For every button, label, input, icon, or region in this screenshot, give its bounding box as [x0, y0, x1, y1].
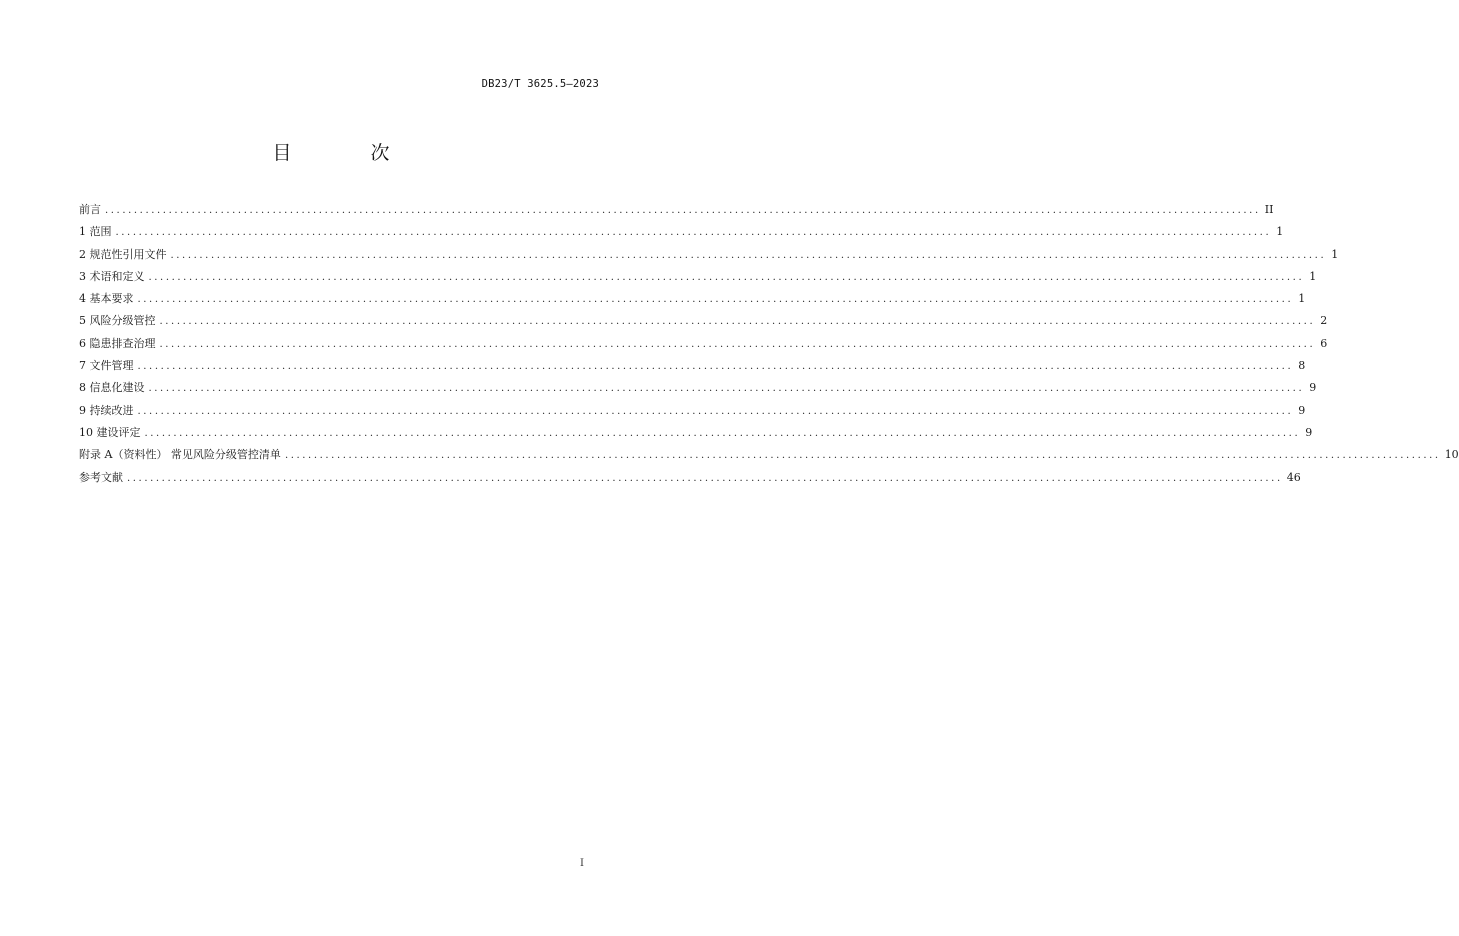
toc-entry-continuous-improvement[interactable] [79, 400, 1306, 422]
toc-entry-scope[interactable] [79, 221, 1284, 243]
toc-entry-page: 9 [1309, 381, 1317, 395]
toc-entry-page: 10 [1444, 448, 1459, 462]
toc-entry-page: 2 [1320, 314, 1328, 328]
table-of-contents [79, 199, 1459, 489]
toc-entry-page: 9 [1298, 403, 1306, 417]
dot-leader: ........................................................................................................................................................................................................ [115, 227, 1272, 239]
dot-leader: ........................................................................................................................................................................................................ [148, 271, 1305, 283]
toc-entry-basic-requirements[interactable] [79, 288, 1306, 310]
toc-entry-label: 9 持续改进 [79, 403, 134, 417]
standard-code: DB23/T 3625.5—2023 [481, 78, 599, 90]
toc-entry-hazard-investigation[interactable] [79, 333, 1328, 355]
dot-leader: ........................................................................................................................................................................................................ [159, 338, 1316, 350]
toc-entry-label: 2 规范性引用文件 [79, 247, 167, 261]
toc-entry-foreword[interactable] [79, 199, 1274, 221]
toc-entry-label: 5 风险分级管控 [79, 314, 156, 328]
toc-entry-label: 4 基本要求 [79, 292, 134, 306]
toc-entry-page: 46 [1286, 470, 1301, 484]
toc-entry-construction-assessment[interactable] [79, 422, 1313, 444]
dot-leader: ........................................................................................................................................................................................................ [144, 427, 1301, 439]
toc-entry-bibliography[interactable] [79, 467, 1301, 489]
toc-entry-label: 10 建设评定 [79, 425, 141, 439]
toc-entry-label: 附录 A（资料性） 常见风险分级管控清单 [79, 448, 281, 462]
page-number: I [580, 858, 584, 869]
toc-entry-informatization[interactable] [79, 377, 1317, 399]
dot-leader: ........................................................................................................................................................................................................ [137, 405, 1294, 417]
dot-leader: ........................................................................................................................................................................................................ [159, 316, 1316, 328]
toc-entry-label: 6 隐患排查治理 [79, 336, 156, 350]
toc-entry-label: 参考文献 [79, 470, 123, 484]
dot-leader: ........................................................................................................................................................................................................ [284, 450, 1441, 462]
toc-entry-label: 8 信息化建设 [79, 381, 145, 395]
toc-entry-label: 1 范围 [79, 225, 112, 239]
toc-entry-risk-control[interactable] [79, 310, 1328, 332]
toc-entry-page: II [1264, 203, 1274, 216]
dot-leader: ........................................................................................................................................................................................................ [105, 205, 1261, 216]
toc-entry-page: 1 [1309, 269, 1317, 283]
toc-entry-page: 1 [1276, 225, 1284, 239]
toc-entry-terms-definitions[interactable] [79, 266, 1317, 288]
toc-entry-normative-references[interactable] [79, 244, 1339, 266]
toc-entry-document-management[interactable] [79, 355, 1306, 377]
toc-entry-page: 1 [1298, 292, 1306, 306]
dot-leader: ........................................................................................................................................................................................................ [137, 294, 1294, 306]
dot-leader: ........................................................................................................................................................................................................ [127, 472, 1283, 484]
toc-entry-label: 7 文件管理 [79, 359, 134, 373]
toc-entry-page: 8 [1298, 359, 1306, 373]
toc-entry-page: 9 [1305, 425, 1313, 439]
toc-entry-page: 1 [1331, 247, 1339, 261]
toc-entry-label: 前言 [79, 203, 101, 216]
dot-leader: ........................................................................................................................................................................................................ [137, 361, 1294, 373]
toc-entry-page: 6 [1320, 336, 1328, 350]
dot-leader: ........................................................................................................................................................................................................ [148, 383, 1305, 395]
dot-leader: ........................................................................................................................................................................................................ [170, 249, 1327, 261]
page-title: 目 次 [272, 142, 420, 164]
toc-entry-label: 3 术语和定义 [79, 269, 145, 283]
toc-entry-appendix-a[interactable] [79, 444, 1459, 466]
